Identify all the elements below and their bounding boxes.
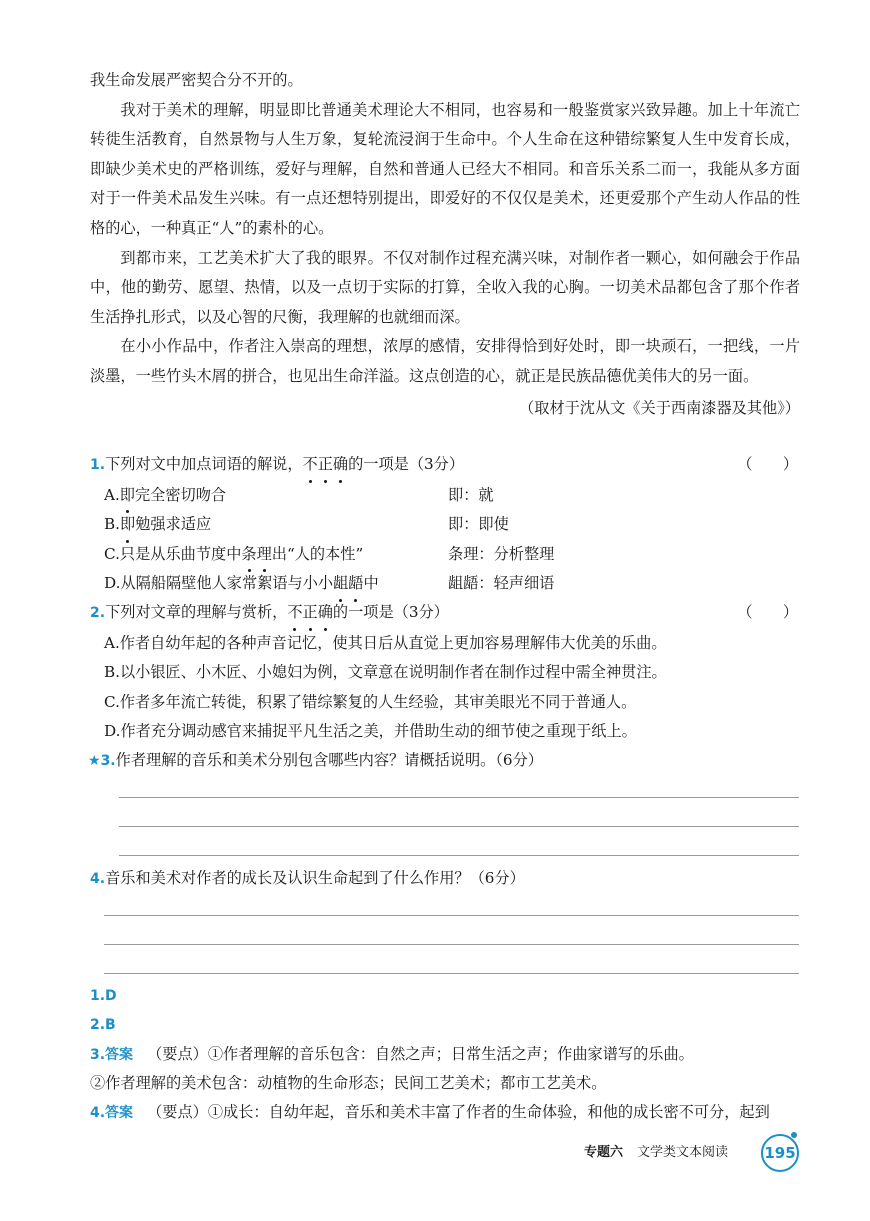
emphasis-char: 正: [303, 598, 318, 628]
option-c-text: C.只是从乐曲节度中: [104, 544, 242, 563]
answer-2: [90, 1010, 800, 1041]
emphasis-char: 即: [120, 481, 135, 511]
option-d-text-end: 中: [363, 574, 379, 593]
question-3-number: 3.: [100, 753, 116, 769]
question-3-text: 作者理解的音乐和美术分别包含哪些内容？请概括说明。（6分）: [115, 751, 543, 769]
star-icon: ★: [88, 753, 101, 769]
footer-topic: 专题六: [584, 1145, 624, 1160]
option-b[interactable]: [90, 510, 800, 540]
emphasis-char: 正: [318, 450, 333, 480]
question-2-text-end: 的一项是（3分）: [332, 603, 449, 621]
answer-4-label: 4.答案: [90, 1105, 134, 1121]
option-d[interactable]: [90, 569, 800, 599]
option-a[interactable]: [90, 481, 800, 511]
answer-line[interactable]: [119, 855, 799, 856]
option-c[interactable]: C.作者多年流亡转徙，积累了错综繁复的人生经验，其审美眼光不同于普通人。: [104, 692, 637, 711]
answer-line[interactable]: [119, 826, 799, 827]
question-2-text: 下列对文章的理解与赏析，: [105, 603, 288, 621]
passage-source: （取材于沈从文《关于西南漆器及其他》）: [519, 398, 800, 417]
option-a-letter: A.: [104, 485, 120, 504]
question-2: [90, 598, 800, 747]
question-3-stem: [88, 746, 798, 777]
answer-line[interactable]: [104, 944, 799, 945]
emphasis-char: 不: [303, 450, 318, 480]
option-a-explanation: 即：就: [448, 485, 494, 504]
emphasis-char: 龃: [333, 569, 348, 599]
footer-section: 文学类文本阅读: [637, 1145, 729, 1160]
emphasis-char: 不: [287, 598, 302, 628]
answer-3: [90, 1040, 800, 1071]
question-2-number: 2.: [90, 605, 106, 621]
passage-paragraph-1: 我对于美术的理解，明显即比普通美术理论大不相同，也容易和一般鉴赏家兴致异趣。加上十年流亡转徙生活教育，自然景物与人生万象，复轮流浸润于生命中。个人生命在这种错综繁复人生中发育长成，即缺少美术史的严格训练，爱好与理解，自然和普通人已经大不相同。和音乐关系二而一，我能从多方面对于一件美术品发生兴味。有一点还想特别提出，即爱好的不仅仅是美术，还更爱那个产生动人作品的性格的心，一种真正“人”的素朴的心。: [90, 100, 800, 237]
page-footer: [584, 1141, 728, 1160]
option-c[interactable]: [90, 540, 800, 570]
emphasis-char: 龉: [348, 569, 363, 599]
option-b-text: 勉强求适应: [135, 515, 212, 534]
page-badge-dot-icon: [791, 1132, 797, 1138]
emphasis-char: 确: [318, 598, 333, 628]
question-4-stem: [90, 864, 800, 895]
answer-2-text: 2.B: [90, 1017, 116, 1033]
reading-passage: [90, 66, 800, 423]
question-2-stem: [90, 598, 800, 629]
answer-parentheses[interactable]: （ ）: [737, 603, 798, 621]
question-4-text: 音乐和美术对作者的成长及认识生命起到了什么作用？（6分）: [105, 869, 525, 887]
option-c-explanation: 条理：分析整理: [448, 544, 555, 563]
option-b-explanation: 即：即使: [448, 515, 509, 534]
answer-4: [90, 1098, 800, 1129]
question-1-text-end: 的一项是（3分）: [348, 455, 465, 473]
question-1-stem: [90, 450, 800, 481]
emphasis-char: 理: [257, 540, 272, 570]
question-4: [90, 864, 800, 895]
option-c-text-end: 出“人的本性”: [271, 544, 364, 563]
question-4-number: 4.: [90, 871, 106, 887]
emphasis-char: 确: [333, 450, 348, 480]
answer-3-continued: ②作者理解的美术包含：动植物的生命形态；民间工艺美术；都市工艺美术。: [90, 1074, 607, 1092]
page-number-badge: 195: [761, 1134, 799, 1172]
question-1-number: 1.: [90, 457, 106, 473]
answer-1: [90, 981, 800, 1012]
question-1: [90, 450, 800, 599]
answer-line[interactable]: [119, 797, 799, 798]
passage-paragraph-0: 我生命发展严密契合分不开的。: [90, 71, 303, 89]
passage-paragraph-2: 到都市来，工艺美术扩大了我的眼界。不仅对制作过程充满兴味，对制作者一颗心，如何融会于作品中，他的勤劳、愿望、热情，以及一点切于实际的打算，全收入我的心胸。一切美术品都包含了那个作者生活挣扎形式，以及心智的尺衡，我理解的也就细而深。: [90, 248, 800, 326]
answer-line[interactable]: [104, 973, 799, 974]
answer-3-label: 3.答案: [90, 1047, 134, 1063]
question-3: [88, 746, 798, 777]
option-a-text: 完全密切吻合: [134, 485, 227, 504]
passage-paragraph-3: 在小小作品中，作者注入崇高的理想，浓厚的感情，安排得恰到好处时，即一块顽石，一把线，一片淡墨，一些竹头木屑的拼合，也见出生命洋溢。这点创造的心，就正是民族品德优美伟大的另一面。: [90, 337, 800, 385]
answer-parentheses[interactable]: （ ）: [737, 455, 798, 473]
option-b[interactable]: B.以小银匠、小木匠、小媳妇为例，文章意在说明制作者在制作过程中需全神贯注。: [104, 663, 667, 682]
emphasis-char: 即: [120, 510, 135, 540]
option-d-text: D.从隔船隔壁他人家常絮语与小小: [104, 574, 334, 593]
emphasis-char: 条: [241, 540, 256, 570]
answer-4-text: （要点）①成长：自幼年起，音乐和美术丰富了作者的生命体验，和他的成长密不可分，起到: [147, 1103, 770, 1121]
option-b-letter: B.: [104, 515, 120, 534]
question-1-text: 下列对文中加点词语的解说，: [105, 455, 303, 473]
option-a[interactable]: A.作者自幼年起的各种声音记忆，使其日后从直觉上更加容易理解伟大优美的乐曲。: [104, 633, 667, 652]
answer-3-text: （要点）①作者理解的音乐包含：自然之声；日常生活之声；作曲家谱写的乐曲。: [147, 1045, 694, 1063]
option-d-explanation: 龃龉：轻声细语: [448, 574, 555, 593]
option-d[interactable]: D.作者充分调动感官来捕捉平凡生活之美，并借助生动的细节使之重现于纸上。: [104, 722, 637, 741]
answer-1-text: 1.D: [90, 988, 117, 1004]
answer-line[interactable]: [104, 915, 799, 916]
